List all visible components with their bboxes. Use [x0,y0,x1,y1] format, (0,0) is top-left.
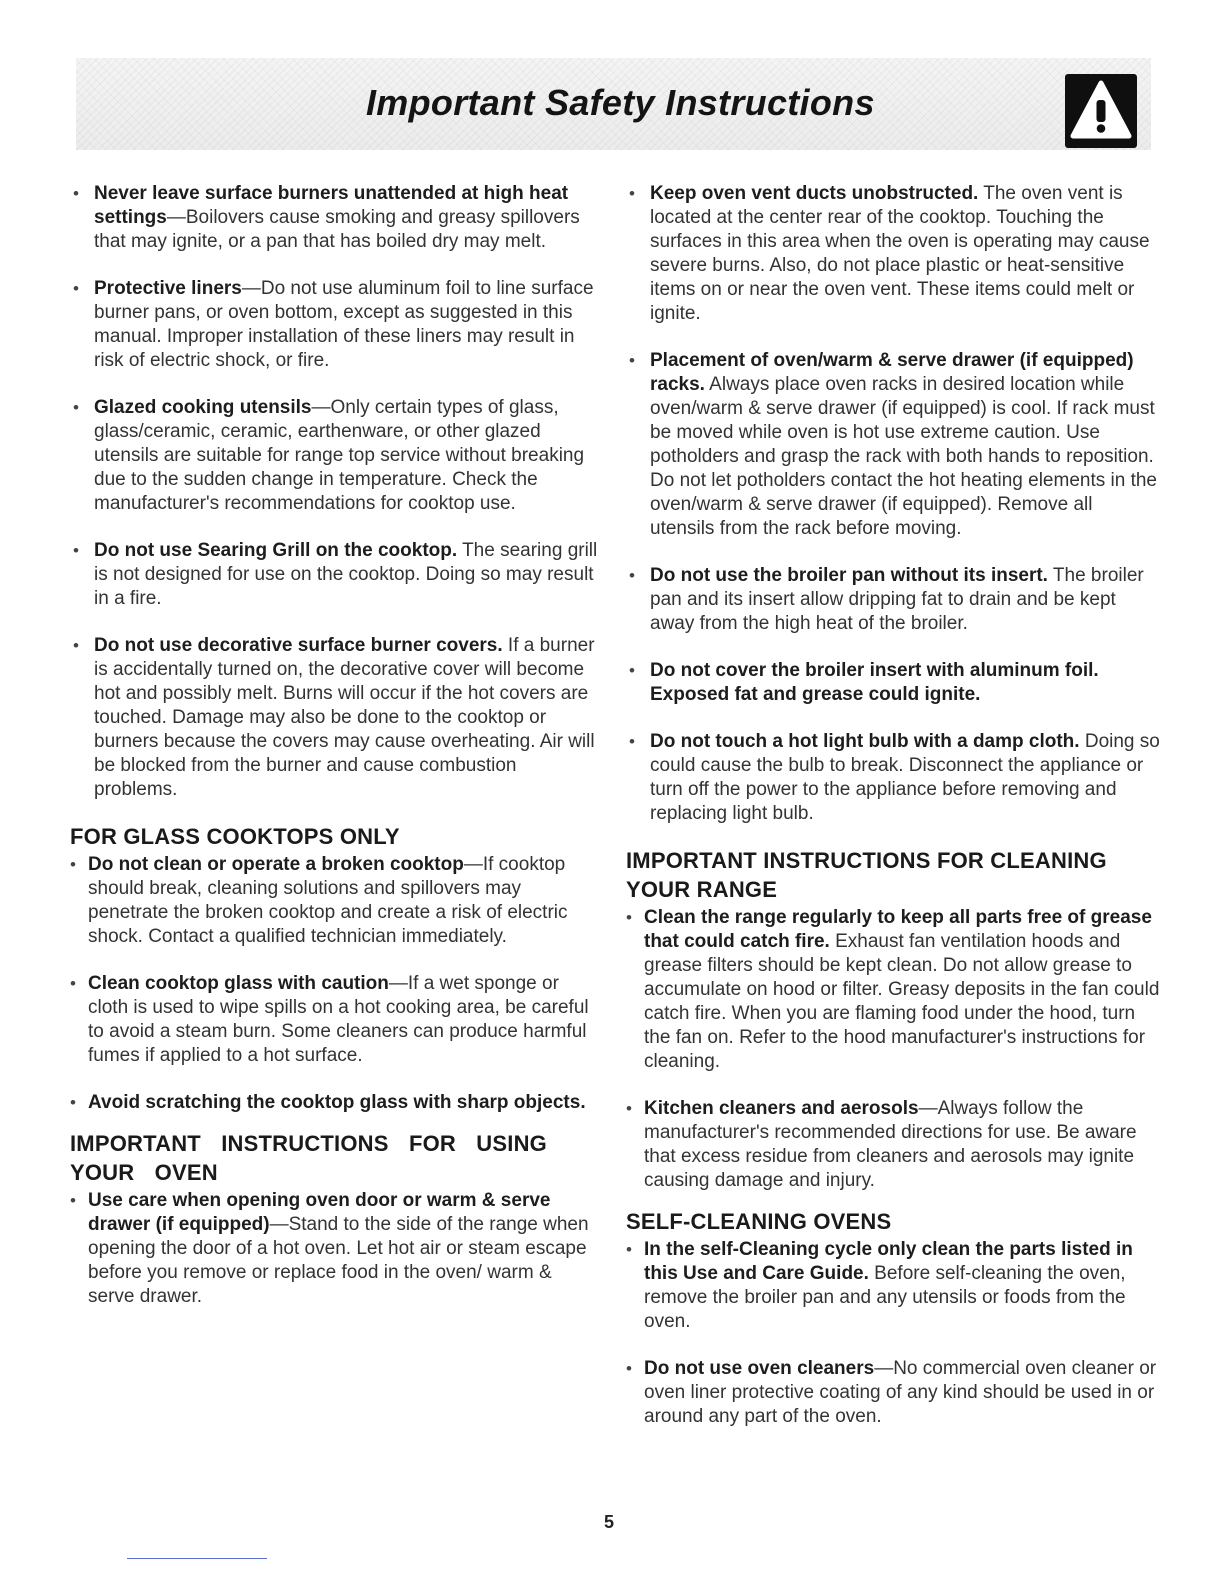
left-column [66,182,598,1332]
bullet: • [629,661,635,680]
bullet: • [629,732,635,751]
section-heading-cleaning-range: IMPORTANT INSTRUCTIONS FOR CLEANING YOUR RANGE [626,848,1107,902]
list-item: • Do not touch a hot light bulb with a damp cloth. Doing so could cause the bulb to break. Disconnect the appliance or turn off the power to the appliance before removing and replacing light bulb. [629,731,1160,824]
list-item: • Clean the range regularly to keep all parts free of grease that could catch fire. Exhaust fan ventilation hoods and grease filters should be kept clean. Do not allow grease to accumulate on hood or filter. Greasy deposits in the fan could catch fire. When you are flaming food under the hood, turn the fan on. Refer to the hood manufacturer's instructions for cleaning. [626,907,1160,1072]
page-title: Important Safety Instructions [366,82,875,123]
list-item: • Avoid scratching the cooktop glass with sharp objects. [70,1092,586,1113]
list-item: • Protective liners—Do not use aluminum foil to line surface burner pans, or oven bottom, except as suggested in this manual. Improper installation of these liners may result in risk of electric shock, or fire. [73,278,594,371]
list-item: • Kitchen cleaners and aerosols—Always follow the manufacturer's recommended directions for use. Be aware that excess residue from cleaners and aerosols may ignite causing damage and injury. [626,1098,1137,1191]
bullet: • [70,1191,76,1210]
bullet: • [73,279,79,298]
list-item: • Do not use Searing Grill on the cooktop. The searing grill is not designed for use on the cooktop. Doing so may result in a fire. [73,540,598,609]
list-item: • Use care when opening oven door or warm & serve drawer (if equipped)—Stand to the side of the range when opening the door of a hot oven. Let hot air or steam escape before you remove or replace food in the oven/ warm & serve drawer. [70,1190,589,1307]
bullet: • [70,974,76,993]
bullet: • [629,566,635,585]
using-oven-list [66,1189,598,1309]
bullet: • [70,855,76,874]
section-heading-glass-cooktops: FOR GLASS COOKTOPS ONLY [70,824,400,849]
bullet: • [73,398,79,417]
bullet: • [626,908,632,927]
section-heading-self-cleaning: SELF-CLEANING OVENS [626,1209,892,1234]
header-banner [76,58,1151,150]
self-cleaning-list [622,1238,1162,1429]
list-item: • Clean cooktop glass with caution—If a wet sponge or cloth is used to wipe spills on a hot cooking area, be careful to avoid a steam burn. Some cleaners can produce harmful fumes if applied to a hot surface. [70,973,589,1066]
bullet: • [629,184,635,203]
list-item: • Do not cover the broiler insert with aluminum foil. Exposed fat and grease could ignite. [629,660,1099,705]
list-item: • Never leave surface burners unattended at high heat settings—Boilovers cause smoking and greasy spillovers that may ignite, or a pan that has boiled dry may melt. [73,183,580,252]
right-column [622,182,1162,1452]
page-number: 5 [604,1512,615,1532]
list-item: • Do not use decorative surface burner covers. If a burner is accidentally turned on, the decorative cover will become hot and possibly melt. Burns will occur if the hot covers are touched. Damage may also be done to the cooktop or burners because the covers may cause overheating. Air will be blocked from the burner and cause combustion problems. [73,635,595,800]
bullet: • [70,1093,76,1112]
bullet: • [626,1240,632,1259]
list-item: • Do not use the broiler pan without its insert. The broiler pan and its insert allow dripping fat to drain and be kept away from the high heat of the broiler. [629,565,1144,634]
cleaning-range-list [622,906,1162,1193]
list-item: • Do not clean or operate a broken cooktop—If cooktop should break, cleaning solutions and spillovers may penetrate the broken cooktop and create a risk of electric shock. Contact a qualified technician immediately. [70,854,568,947]
general-safety-list-continued [622,182,1162,826]
list-item: • Glazed cooking utensils—Only certain types of glass, glass/ceramic, ceramic, earthenware, or other glazed utensils are suitable for range top service without breaking due to the sudden change in temperature. Check the manufacturer's recommendations for cooktop use. [73,397,585,514]
bullet: • [73,636,79,655]
glass-cooktop-list [66,853,598,1115]
general-safety-list [66,182,598,802]
list-item: • In the self-Cleaning cycle only clean the parts listed in this Use and Care Guide. Before self-cleaning the oven, remove the broiler pan and any utensils or foods from the oven. [626,1239,1133,1332]
bullet: • [73,541,79,560]
footer-rule [127,1558,267,1559]
warning-exclamation-icon [1065,74,1137,148]
bullet: • [626,1359,632,1378]
bullet: • [73,184,79,203]
bullet: • [629,351,635,370]
list-item: • Keep oven vent ducts unobstructed. The oven vent is located at the center rear of the cooktop. Touching the surfaces in this area when the oven is operating may cause severe burns. Also, do not place plastic or heat-sensitive items on or near the oven vent. These items could melt or ignite. [629,183,1150,324]
section-heading-using-oven: IMPORTANT INSTRUCTIONS FOR USING YOUR OVEN [70,1131,547,1185]
list-item: • Do not use oven cleaners—No commercial oven cleaner or oven liner protective coating of any kind should be used in or around any part of the oven. [626,1358,1157,1427]
bullet: • [626,1099,632,1118]
list-item: • Placement of oven/warm & serve drawer (if equipped) racks. Always place oven racks in desired location while oven/warm & serve drawer (if equipped) is cool. If rack must be moved while oven is hot use extreme caution. Use potholders and grasp the rack with both hands to reposition. Do not let potholders contact the hot heating elements in the oven/warm & serve drawer (if equipped). Remove all utensils from the rack before moving. [629,350,1157,539]
